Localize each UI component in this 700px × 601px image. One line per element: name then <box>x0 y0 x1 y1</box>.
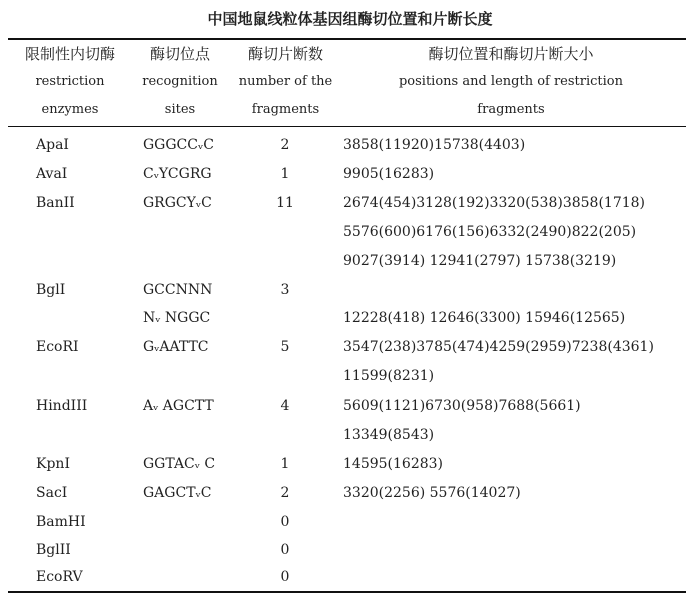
position-line: 9027(3914) 12941(2797) 15738(3219) <box>343 253 617 269</box>
positions-bgli <box>343 308 625 337</box>
positions-apai <box>343 135 525 164</box>
position-line: 12228(418) 12646(3300) 15946(12565) <box>343 310 626 326</box>
site-bgli: GCCNNN <box>143 282 213 298</box>
positions-saci <box>343 483 521 512</box>
header-count-en-2: fragments <box>251 102 320 117</box>
header-enzyme-en-2: enzymes <box>41 102 99 117</box>
header-enzyme-en-1: restriction <box>35 74 105 89</box>
position-line: 5576(600)6176(156)6332(2490)822(205) <box>343 224 637 240</box>
bottom-rule <box>8 591 686 593</box>
site-ecori: GᵥAATTC <box>143 339 209 355</box>
count-bamhi: 0 <box>280 514 290 530</box>
positions-kpni <box>343 454 443 483</box>
count-banii: 11 <box>276 195 294 211</box>
header-site-en-2: sites <box>164 102 196 117</box>
positions-banii <box>343 193 645 280</box>
count-avai: 1 <box>280 166 290 182</box>
site-hindiii: Aᵥ AGCTT <box>143 398 214 414</box>
enzyme-bgli: BglI <box>36 282 66 298</box>
header-enzyme-zh: 限制性内切酶 <box>24 45 115 63</box>
count-hindiii: 4 <box>280 398 290 414</box>
enzyme-ecorv: EcoRV <box>36 569 83 585</box>
enzyme-bglii: BglII <box>36 542 71 558</box>
header-site <box>130 40 230 124</box>
count-ecorv: 0 <box>280 569 290 585</box>
count-apai: 2 <box>280 137 290 153</box>
enzyme-apai: ApaI <box>36 137 69 153</box>
position-line: 3858(11920)15738(4403) <box>343 137 526 153</box>
site-avai: CᵥYCGRG <box>143 166 212 182</box>
position-line: 11599(8231) <box>343 368 435 384</box>
header-site-en-1: recognition <box>142 74 218 89</box>
position-line: 9905(16283) <box>343 166 435 182</box>
site-banii: GRGCYᵥC <box>143 195 212 211</box>
enzyme-banii: BanII <box>36 195 75 211</box>
header-enzyme <box>10 40 130 124</box>
enzyme-bamhi: BamHI <box>36 514 86 530</box>
enzyme-avai: AvaI <box>36 166 68 182</box>
header-rule <box>8 126 686 127</box>
header-positions-en-2: fragments <box>477 102 545 117</box>
site-kpni: GGTACᵥ C <box>143 456 216 472</box>
positions-ecori <box>343 337 654 395</box>
count-ecori: 5 <box>280 339 290 355</box>
count-saci: 2 <box>280 485 290 501</box>
header-count <box>233 40 338 124</box>
site-saci: GAGCTᵥC <box>143 485 212 501</box>
enzyme-hindiii: HindIII <box>36 398 88 414</box>
position-line: 2674(454)3128(192)3320(538)3858(1718) <box>343 195 646 211</box>
header-count-zh: 酶切片断数 <box>247 45 323 63</box>
count-kpni: 1 <box>280 456 290 472</box>
position-line: 3547(238)3785(474)4259(2959)7238(4361) <box>343 339 654 355</box>
header-positions-en-1: positions and length of restriction <box>398 74 624 89</box>
positions-avai <box>343 164 434 193</box>
count-bglii: 0 <box>280 542 290 558</box>
header-positions <box>338 40 684 124</box>
enzyme-kpni: KpnI <box>36 456 70 472</box>
position-line: 5609(1121)6730(958)7688(5661) <box>343 398 581 414</box>
position-line: 14595(16283) <box>343 456 443 472</box>
header-positions-zh: 酶切位置和酶切片断大小 <box>428 45 594 63</box>
enzyme-saci: SacI <box>36 485 68 501</box>
count-bgli: 3 <box>280 282 290 298</box>
position-line: 3320(2256) 5576(14027) <box>343 485 521 501</box>
header-site-zh: 酶切位点 <box>149 45 210 63</box>
site-bgli-cont: Nᵥ NGGC <box>143 310 211 326</box>
header-count-en-1: number of the <box>238 74 333 89</box>
position-line: 13349(8543) <box>343 427 435 443</box>
table-title: 中国地鼠线粒体基因组酶切位置和片断长度 <box>207 10 493 28</box>
site-apai: GGGCCᵥC <box>143 137 214 153</box>
positions-hindiii <box>343 396 581 454</box>
enzyme-ecori: EcoRI <box>36 339 79 355</box>
